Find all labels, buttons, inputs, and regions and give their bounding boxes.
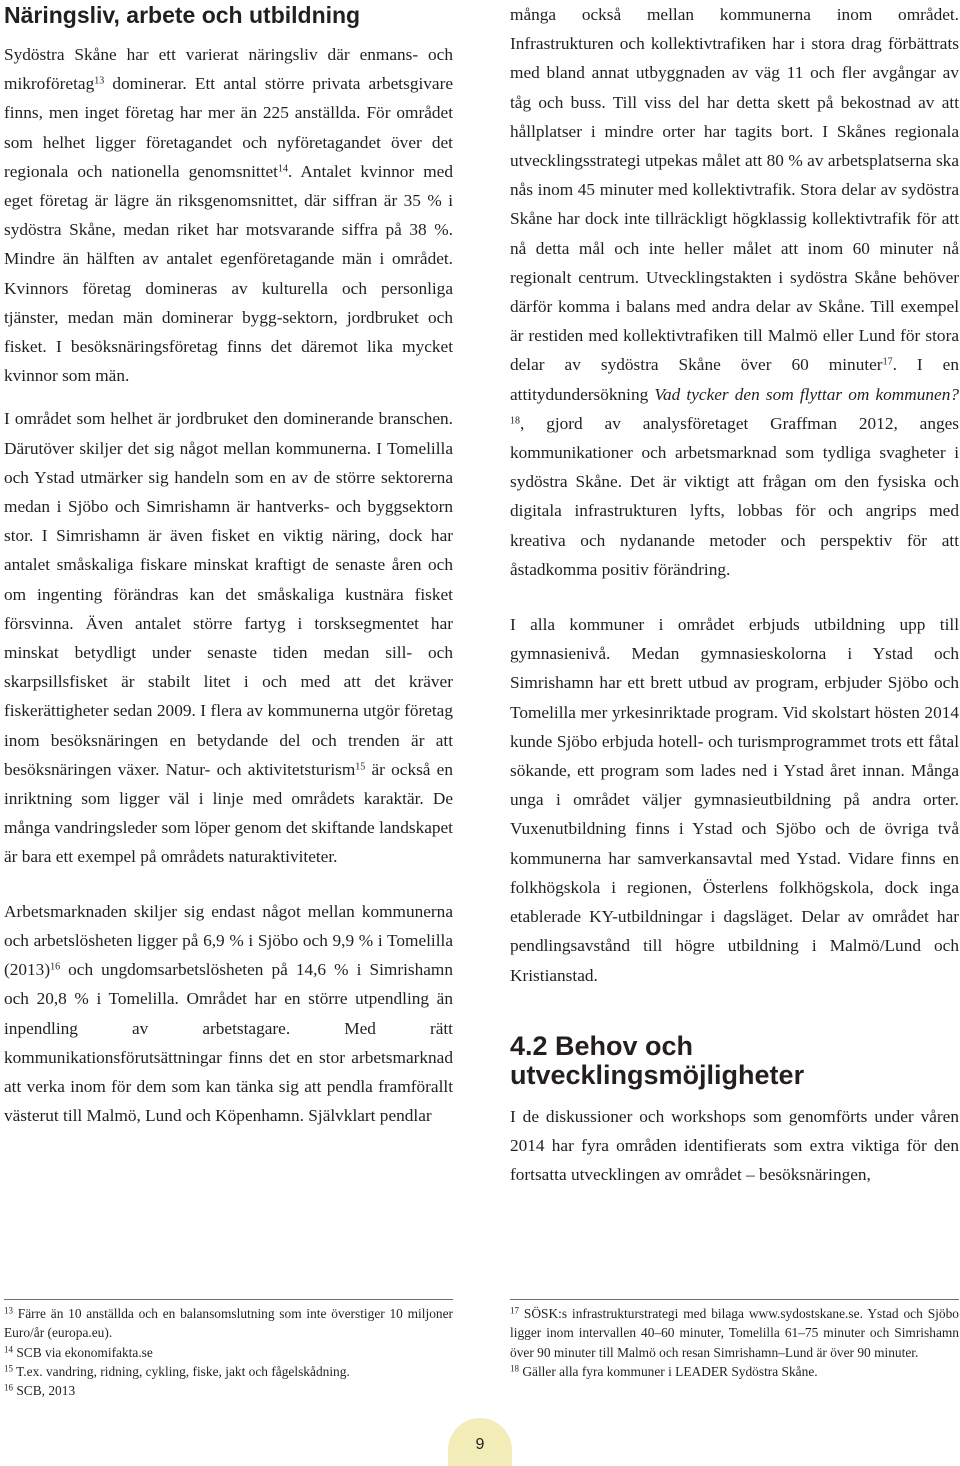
paragraph-business [4,40,453,390]
footnote-number: 16 [4,1382,13,1393]
paragraph-education: I alla kommuner i området erbjuds utbildning upp till gymnasienivå. Medan gymnasieskolorna i Ystad och Simrishamn har ett brett utbud av program, erbjuder Sjöbo och Tomelilla mer yrkesinriktade program. Vid skolstart hösten 2014 kunde Sjöbo erbjuda hotell- och turismprogrammet trots ett fåtal sökande, ett program som lades ned i Ystad året innan. Många unga i området väljer gymnasieutbildning på andra orter. Vuxenutbildning finns i Ystad och Sjöbo och de övriga två kommunerna har samverkansavtal med Ystad. Vidare finns en folkhögskola i regionen, Österlens folkhögskola, dock inga etablerade KY-utbildningar i dagsläget. Delar av området har pendlingsavstånd till högre utbildning i Malmö/Lund och Kristianstad. [510,615,959,985]
footnote-17 [510,1304,959,1362]
paragraph-text: och ungdomsarbetslösheten på 14,6 % i Simrishamn och 20,8 % i Tomelilla. Området har en större utpendling än inpendling av arbetstagare. Med rätt kommunikationsförutsättningar finns det en stor arbetsmarknad att verka inom för dem som kan tänka sig att pendla framförallt västerut till Malmö, Lund och Köpenhamn. Självklart pendlar [4,960,453,1126]
footnote-ref-14: 14 [277,163,288,175]
footnote-text: Färre än 10 anställda och en balansomslutning som inte överstiger 10 miljoner Euro/år (europa.eu). [4,1306,453,1341]
footnote-15 [4,1362,453,1381]
paragraph-labour-market [4,897,453,1131]
footnote-number: 18 [510,1363,519,1374]
footnote-text: Gäller alla fyra kommuner i LEADER Sydöstra Skåne. [519,1363,818,1379]
footnote-ref-16: 16 [50,961,61,973]
footnote-18 [510,1362,959,1381]
paragraph-text: många också mellan kommunerna inom området. Infrastrukturen och kollektivtrafiken har i stora drag förbättrats med bland annat utbyggnaden av väg 11 och fler avgångar av tåg och buss. Till viss del har detta skett på bekostnad av att hållplatser i mindre orter har tagits bort. I Skånes regionala utvecklingsstrategi utpekas målet att 80 % av arbetsplatserna ska nås inom 45 minuter med kollektivtrafik. Stora delar av sydöstra Skåne har dock inte tillräckligt högklassig kollektivtrafik för att nå detta mål och inte heller målet att inom 60 minuter nå regionalt centrum. Utvecklingstakten i sydöstra Skåne behöver därför komma i balans med andra delar av Skåne. Till exempel är restiden med kollektivtrafiken till Malmö eller Lund för stora delar av sydöstra Skåne över 60 minuter [510,5,959,375]
paragraph-text: Sydöstra Skåne har ett varierat näringsliv där enmans- och mikroföretag [4,45,453,94]
footnote-ref-17: 17 [882,356,893,368]
page-number: 9 [475,1436,485,1453]
footnote-ref-18: 18 [510,415,520,427]
footnote-ref-13: 13 [94,75,105,87]
footnote-ref-15: 15 [355,761,366,773]
survey-title: Vad tycker den som flyttar om kommunen? [654,384,959,404]
footnote-14 [4,1343,453,1362]
paragraph-infrastructure [510,0,959,584]
paragraph-text: . Antalet kvinnor med eget företag är lägre än riksgenomsnittet, där siffran är 35 % i sydöstra Skåne, medan riket har motsvarande siffra på 38 %. Mindre än hälften av antalet egenföretagande män i området. Kvinnors företag domineras av kulturella och personliga tjänster, medan män dominerar bygg-sektorn, jordbruket och fisket. I besöksnäringsföretag finns det däremot lika mycket kvinnor som män. [4,161,453,386]
paragraph-needs: I de diskussioner och workshops som genomförts under våren 2014 har fyra områden identifierats som extra viktiga för den fortsatta utvecklingen av området – besöksnäringen, [510,1106,959,1185]
paragraph-text: . I en attitydundersökning [510,355,959,404]
paragraph-text: dominerar. Ett antal större privata arbetsgivare finns, men inget företag har mer än 225 anställda. För området som helhet ligger företagandet och nyföretagandet över det regionala och nationella genomsnittet [4,74,453,181]
paragraph-text: Arbetsmarknaden skiljer sig endast något mellan kommunerna och arbetslösheten ligger på 6,9 % i Sjöbo och 9,9 % i Tomelilla (2013) [4,901,453,980]
paragraph-text: , gjord av analysföretaget Graffman 2012, anges kommunikationer och arbetsmarknad som tydliga svagheter i sydöstra Skåne. Det är viktigt att frågan om den fysiska och digitala infrastrukturen lyfts, lobbas för och angrips med kreativa och nydanande metoder och perspektiv för att åstadkomma positiv förändring. [510,413,959,579]
footnote-number: 14 [4,1344,13,1355]
page-number-badge [448,1418,512,1466]
paragraph-text: I området som helhet är jordbruket den dominerande branschen. Därutöver skiljer det sig något mellan kommunerna. I Tomelilla och Ystad utmärker sig handeln som en av de större sektorerna medan i Sjöbo och Simrishamn är hantverks- och byggsektorn stor. I Simrishamn är även fisket en viktig näring, dock har antalet småskaliga fiskare minskat kraftigt de senaste åren och om ingenting förändras kan det småskaliga kustnära fisket försvinna. Även antalet större fartyg i torsksegmentet har minskat betydligt under senaste tiden medan sill- och skarpsillsfisket är stabilt litet i och med att det kräver fiskerättigheter sedan 2009. I flera av kommunerna utgör företag inom besöksnäringen en betydande del och trenden är att besöksnäringen växer. Natur- och aktivitetsturism [4,409,453,779]
right-column [510,0,959,1189]
footnote-number: 13 [4,1305,13,1316]
footnote-number: 15 [4,1363,13,1374]
left-column [4,0,453,1130]
footnote-13 [4,1304,453,1343]
footnotes-left [4,1299,453,1400]
subsection-heading: 4.2 Behov och utvecklingsmöjligheter [510,1030,805,1090]
footnote-text: SCB, 2013 [13,1383,76,1399]
footnote-text: T.ex. vandring, ridning, cykling, fiske, jakt och fågelskådning. [13,1363,350,1379]
footnote-16 [4,1381,453,1400]
footnote-text: SÖSK:s infrastrukturstrategi med bilaga www.sydostskane.se. Ystad och Sjöbo ligger inom intervallen 40–60 minuter, Tomelilla 61–75 minuter och Simrishamn över 90 minuter till Malmö och resan Simrishamn–Lund är över 90 minuter. [510,1306,959,1360]
footnote-text: SCB via ekonomifakta.se [13,1344,153,1360]
section-heading: Näringsliv, arbete och utbildning [4,2,361,28]
paragraph-sectors [4,404,453,871]
footnotes-right [510,1299,959,1381]
footnote-number: 17 [510,1305,519,1316]
paragraph-text: är också en inriktning som ligger väl i linje med områdets karaktär. De många vandringsleder som löper genom det skiftande landskapet är bara ett exempel på områdets naturaktiviteter. [4,759,453,867]
